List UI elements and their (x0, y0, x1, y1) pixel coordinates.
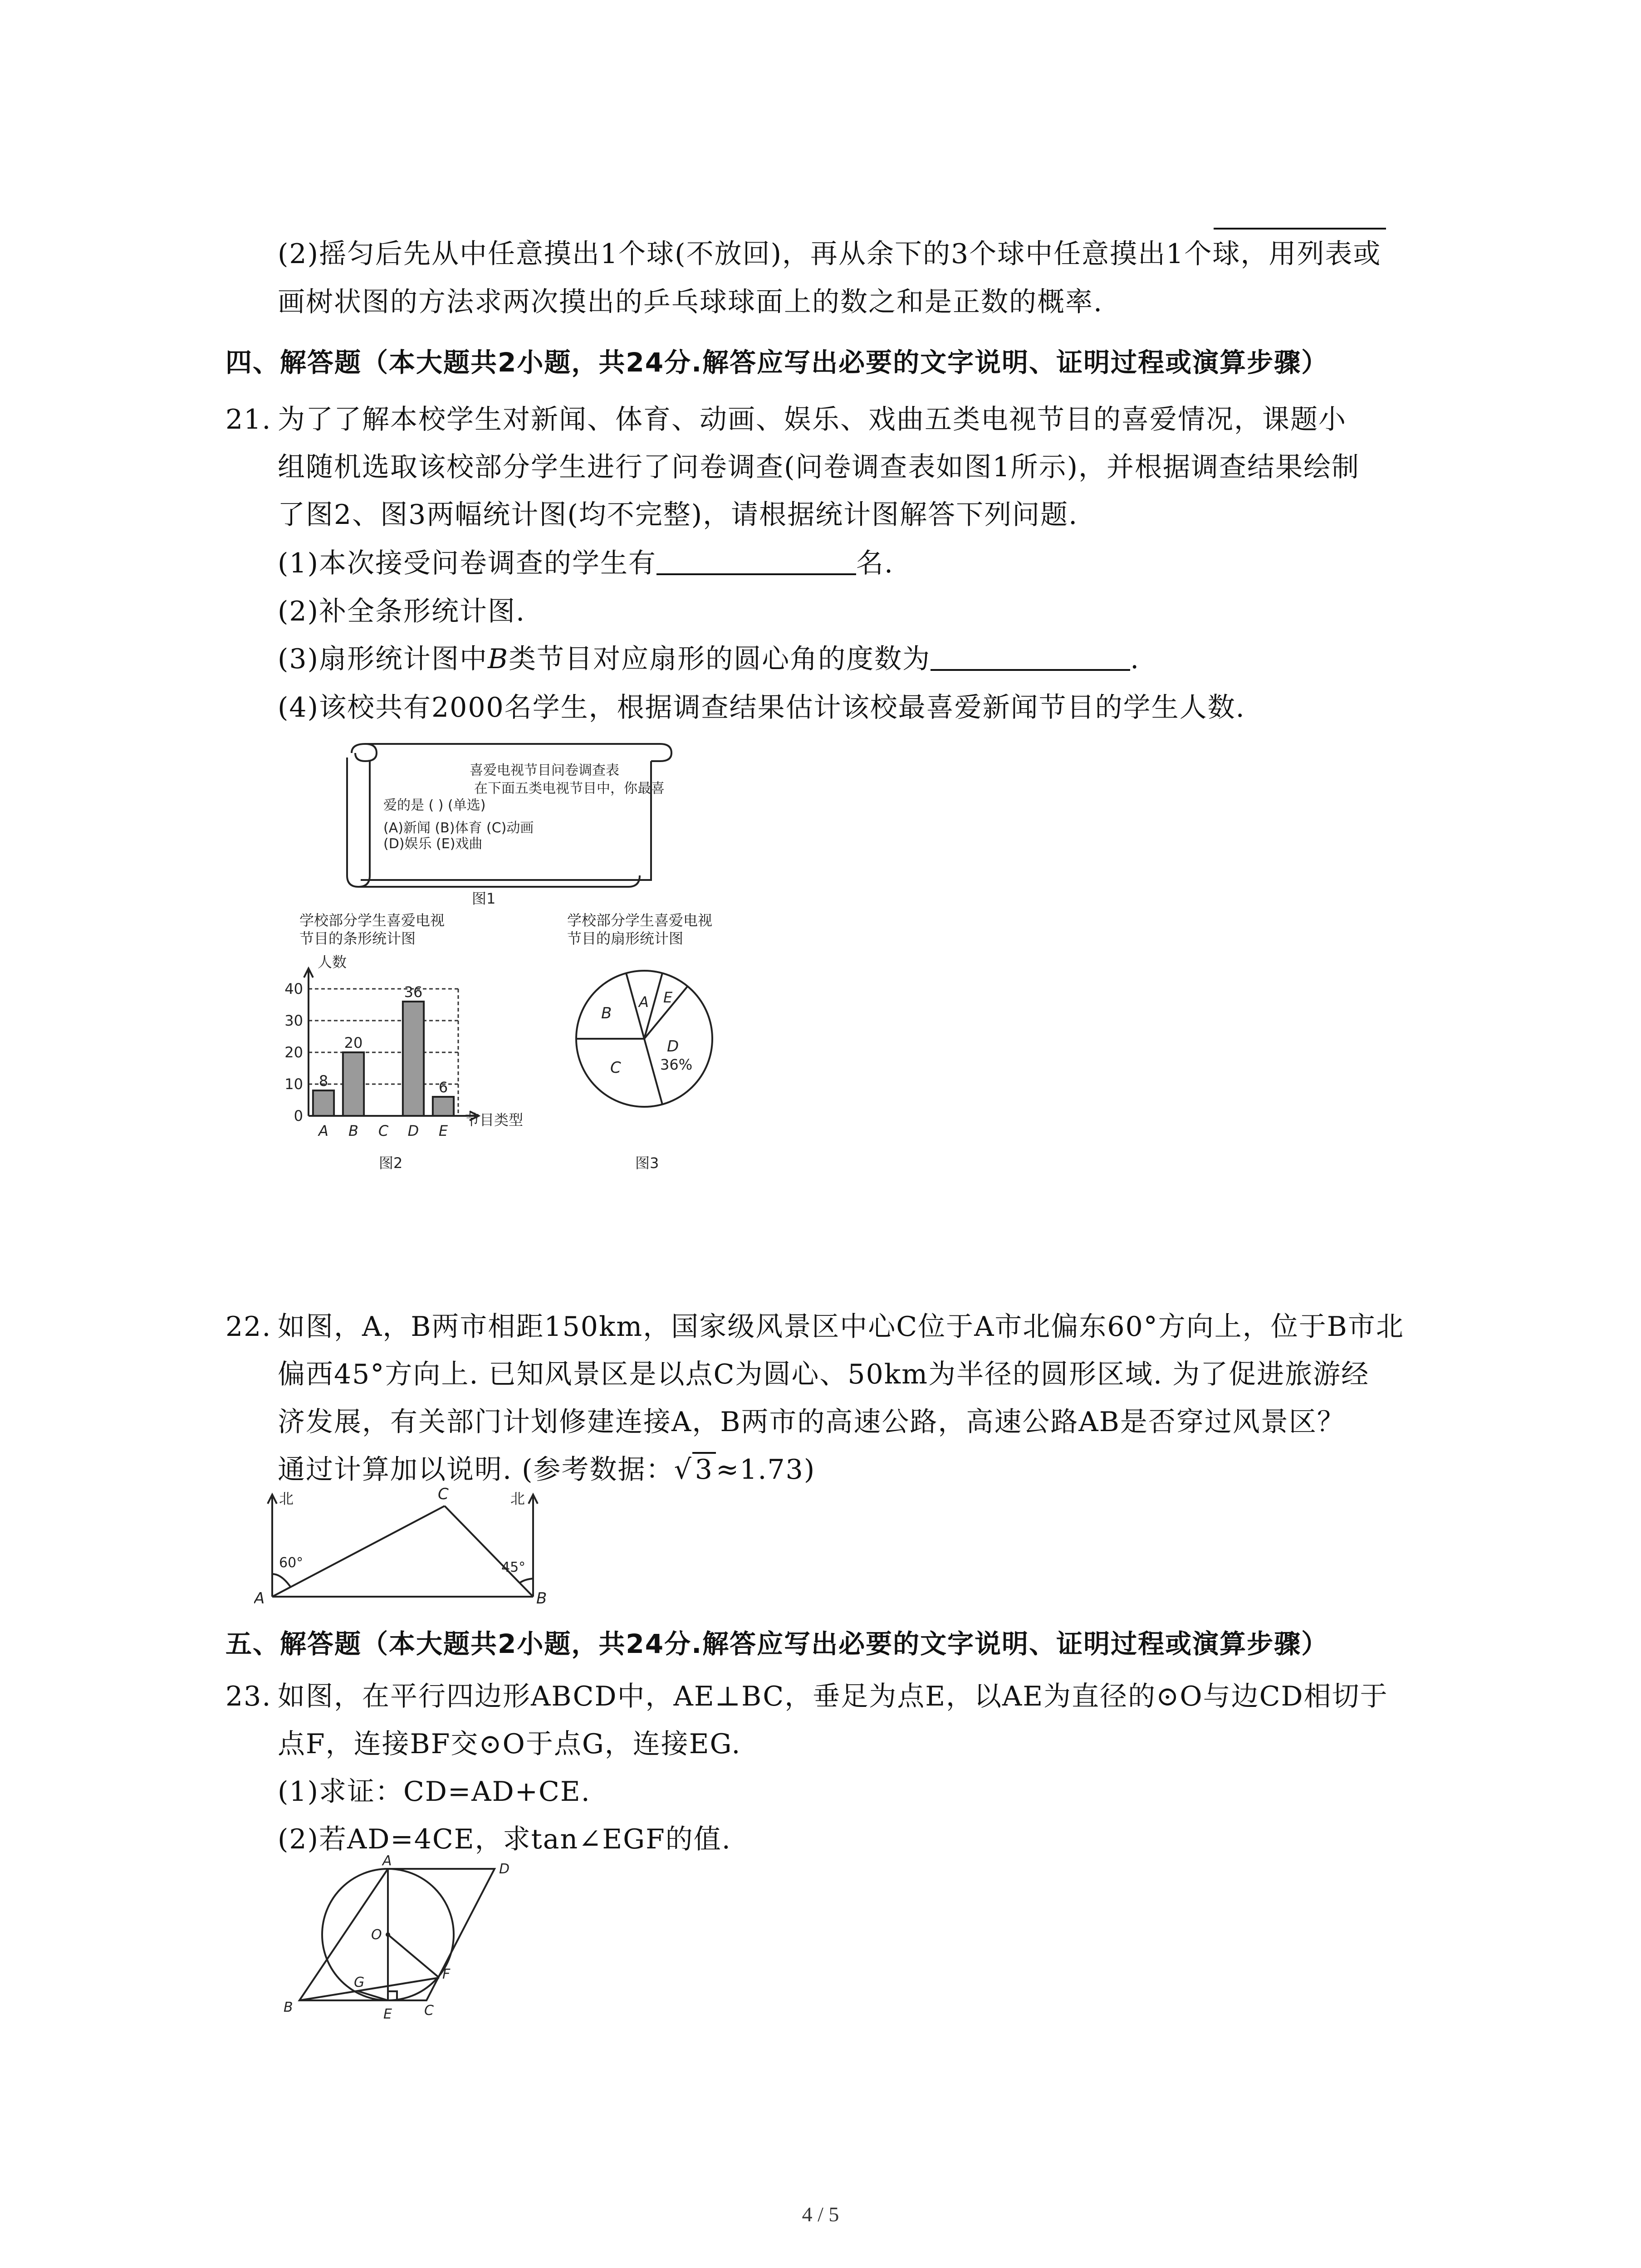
y-tick-label: 40 (284, 980, 303, 997)
section-heading-4: 四、解答题（本大题共2小题，共24分.解答应写出必要的文字说明、证明过程或演算步骤） (225, 347, 1329, 378)
q22-line-2: 偏西45°方向上. 已知风景区是以点C为圆心、50km为半径的圆形区域. 为了促进旅游经 (278, 1359, 1370, 1390)
q23-line-2: 点F，连接BF交⊙O于点G，连接EG. (278, 1728, 741, 1760)
q21-sub-3-var: B (488, 643, 509, 675)
q21-sub-1 (278, 547, 894, 579)
question-number-22: 22. (225, 1311, 272, 1343)
section-heading-5: 五、解答题（本大题共2小题，共24分.解答应写出必要的文字说明、证明过程或演算步骤） (225, 1628, 1329, 1659)
q22-line-1: 如图，A，B两市相距150km，国家级风景区中心C位于A市北偏东60°方向上，位于B市北 (278, 1311, 1404, 1343)
x-tick-label: A (318, 1122, 328, 1139)
fig3-title-2: 节目的扇形统计图 (567, 930, 684, 947)
point-label-b: B (536, 1589, 547, 1606)
fig3-caption: 图3 (635, 1154, 659, 1172)
q21-sub-1-suffix: 名. (856, 547, 894, 579)
q22-line-3: 济发展，有关部门计划修建连接A，B两市的高速公路，高速公路AB是否穿过风景区？ (278, 1406, 1345, 1438)
pie-divider-d-c (644, 1039, 662, 1105)
bar-a (313, 1090, 334, 1116)
pie-label-d-percent: 36% (660, 1056, 693, 1073)
fig2-caption: 图2 (379, 1154, 403, 1172)
question-number-21: 21. (225, 404, 272, 435)
pie-label-c: C (610, 1059, 621, 1077)
figure-3-pie-chart (567, 907, 749, 1179)
answer-blank-2 (931, 669, 1130, 671)
x-tick-label: D (407, 1122, 419, 1139)
fig3-title-1: 学校部分学生喜爱电视 (567, 912, 713, 929)
point-label-o: O (371, 1927, 382, 1943)
answer-blank-1 (656, 573, 856, 575)
bar-e (433, 1097, 454, 1116)
figure-2-bar-chart (259, 907, 563, 1179)
q21-line-2: 组随机选取该校部分学生进行了问卷调查(问卷调查表如图1所示)，并根据调查结果绘制 (278, 451, 1360, 483)
point-label-c: C (424, 2003, 434, 2019)
y-tick-label: 0 (294, 1107, 303, 1124)
bar-value-label: 8 (318, 1072, 328, 1090)
y-tick-label: 20 (284, 1044, 303, 1061)
segment-ac (272, 1506, 445, 1597)
chart-ylabel: 人数 (318, 953, 347, 971)
pie-circle (576, 971, 712, 1107)
center-dot-o (386, 1932, 390, 1937)
q22-line-4-end: ≈1.73) (715, 1454, 816, 1486)
angle-arc-a (272, 1574, 290, 1587)
q21-sub-3 (278, 645, 1140, 673)
bar-b (343, 1052, 364, 1116)
q22-line-4 (278, 1454, 816, 1486)
north-label-a: 北 (279, 1490, 294, 1507)
q23-sub-1: (1)求证：CD=AD+CE. (278, 1776, 591, 1808)
q23-line-1: 如图，在平行四边形ABCD中，AE⊥BC，垂足为点E，以AE为直径的⊙O与边CD相切于 (278, 1681, 1388, 1712)
q22-triangle-figure (254, 1483, 572, 1606)
q21-sub-3-text-2: 类节目对应扇形的圆心角的度数为 (509, 643, 931, 675)
pie-label-a: A (639, 993, 649, 1011)
pie-label-b: B (601, 1004, 612, 1022)
bar-d (403, 1002, 424, 1116)
fig1-line-4: (D)娱乐 (E)戏曲 (383, 836, 483, 852)
point-label-g: G (354, 1975, 365, 1990)
point-label-b: B (284, 1999, 293, 2015)
bar-value-label: 36 (404, 983, 423, 1001)
angle-label-b: 45° (501, 1559, 526, 1575)
point-label-a: A (382, 1855, 392, 1869)
segment-of (388, 1935, 439, 1978)
pie-label-e: E (663, 989, 673, 1006)
x-tick-label: B (348, 1122, 358, 1139)
q21-line-3: 了图2、图3两幅统计图(均不完整)，请根据统计图解答下列问题. (278, 499, 1078, 531)
q23-geometry-figure (272, 1855, 544, 2028)
q21-sub-1-text: (1)本次接受问卷调查的学生有 (278, 547, 656, 579)
fig2-title-1: 学校部分学生喜爱电视 (299, 912, 445, 929)
q23-sub-2: (2)若AD=4CE，求tan∠EGF的值. (278, 1823, 731, 1855)
angle-label-a: 60° (279, 1555, 304, 1571)
page-number: 4 / 5 (802, 2203, 839, 2226)
q20-line-1: (2)摇匀后先从中任意摸出1个球(不放回)，再从余下的3个球中任意摸出1个球，用列表或 (278, 238, 1381, 270)
q21-sub-2: (2)补全条形统计图. (278, 596, 526, 627)
y-tick-label: 10 (284, 1075, 303, 1093)
q21-sub-3-text: (3)扇形统计图中 (278, 643, 488, 675)
point-label-c: C (438, 1485, 449, 1503)
sqrt-symbol: √ (674, 1454, 692, 1486)
north-label-b: 北 (510, 1490, 525, 1507)
x-tick-label: C (378, 1122, 389, 1139)
fig1-caption: 图1 (472, 890, 496, 907)
figure-1-questionnaire (333, 739, 678, 907)
bar-value-label: 20 (344, 1034, 363, 1051)
question-number-23: 23. (225, 1681, 272, 1712)
pie-label-d: D (667, 1037, 679, 1056)
fig1-line-2: 爱的是 ( ) (单选) (383, 797, 486, 813)
q20-line-2: 画树状图的方法求两次摸出的乒乓球球面上的数之和是正数的概率. (278, 286, 1103, 318)
point-label-d: D (499, 1861, 510, 1877)
fig1-line-1: 在下面五类电视节目中，你最喜 (474, 781, 665, 797)
parallelogram-abcd (299, 1869, 495, 2000)
q21-line-1: 为了了解本校学生对新闻、体育、动画、娱乐、戏曲五类电视节目的喜爱情况，课题小 (278, 404, 1347, 435)
q22-line-4-text: 通过计算加以说明. (参考数据： (278, 1454, 674, 1486)
bar-value-label: 6 (438, 1079, 448, 1096)
fig1-line-3: (A)新闻 (B)体育 (C)动画 (383, 820, 534, 836)
point-label-a: A (254, 1589, 265, 1606)
angle-arc-b (519, 1579, 533, 1583)
fig1-title: 喜爱电视节目问卷调查表 (470, 763, 619, 778)
answer-blank-line (1214, 228, 1386, 230)
sqrt-radicand: 3 (692, 1452, 716, 1486)
y-tick-label: 30 (284, 1012, 303, 1029)
x-tick-label: E (438, 1122, 448, 1139)
chart-xlabel: 节目类型 (465, 1111, 524, 1129)
q21-sub-4: (4)该校共有2000名学生，根据调查结果估计该校最喜爱新闻节目的学生人数. (278, 692, 1245, 723)
q21-sub-3-end: . (1130, 643, 1140, 675)
fig2-title-2: 节目的条形统计图 (299, 930, 416, 947)
point-label-f: F (442, 1966, 451, 1982)
point-label-e: E (383, 2006, 392, 2022)
